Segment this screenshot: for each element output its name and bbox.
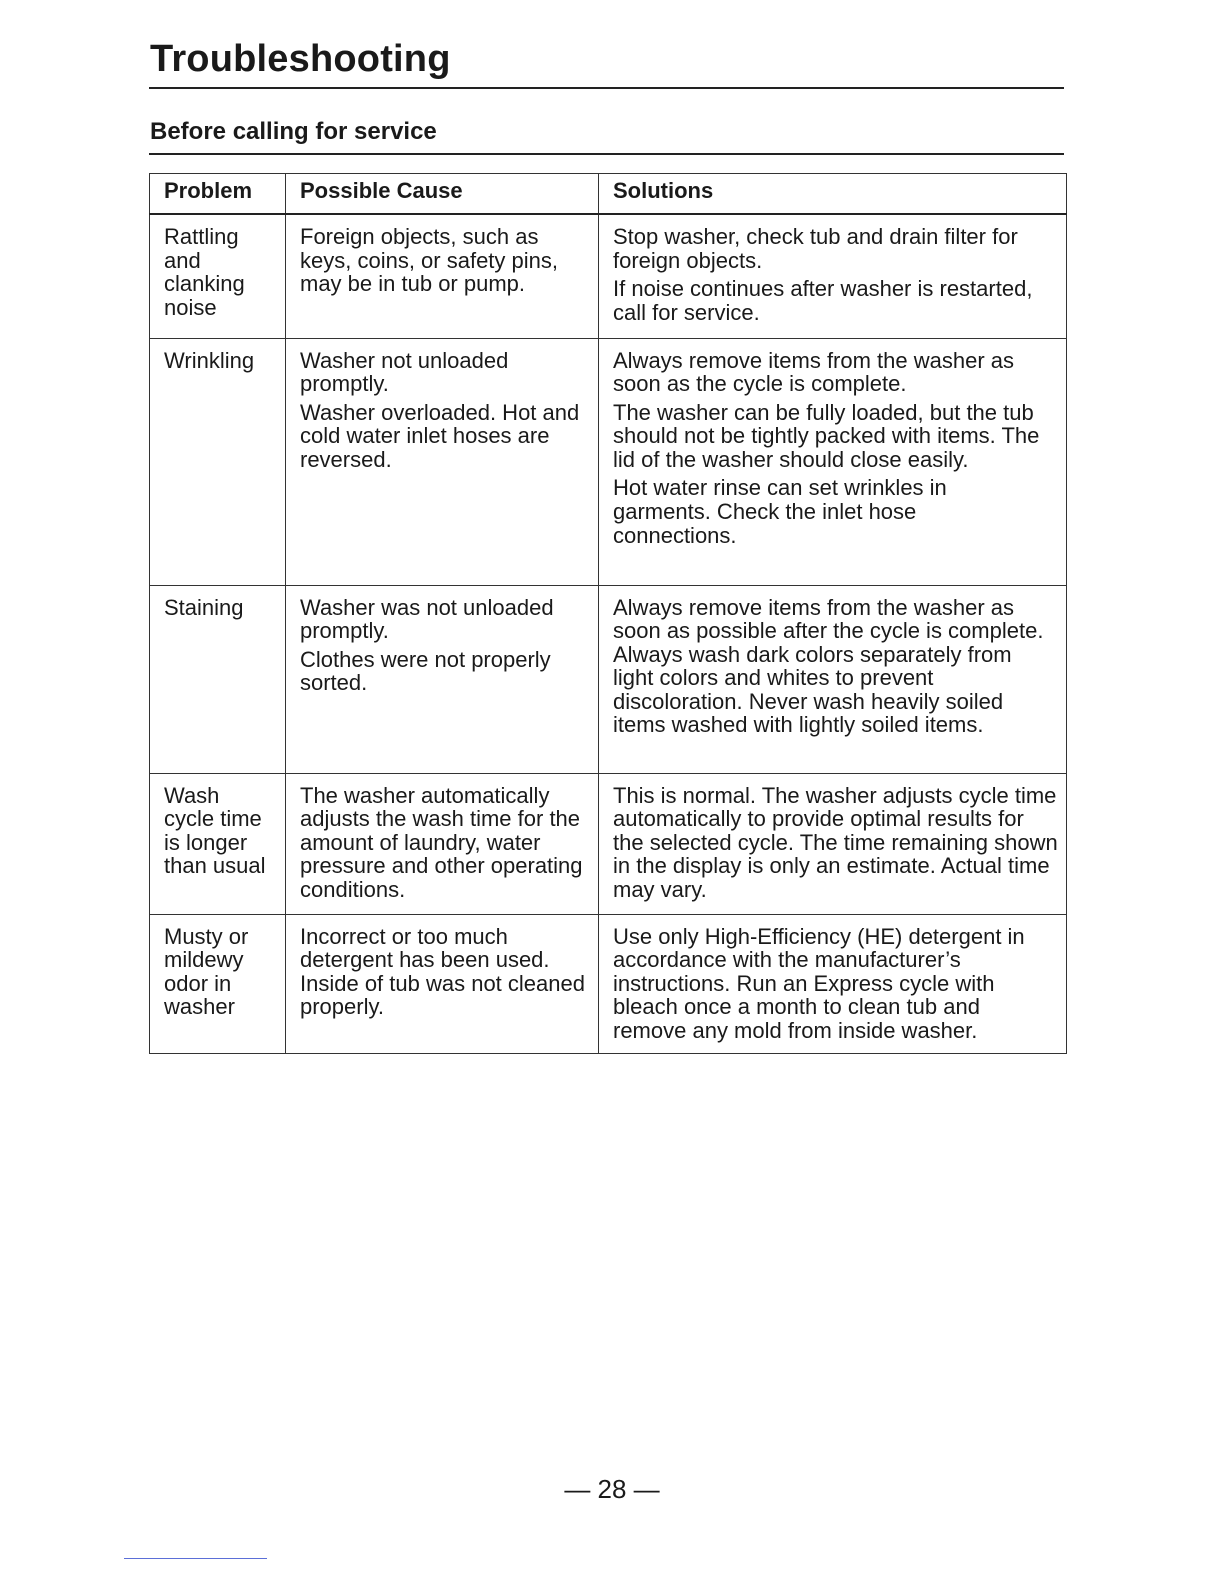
solution-text: The washer can be fully loaded, but the tub should not be tightly packed with items. The lid of the washer should close easily. xyxy=(613,399,1040,472)
problem-cell xyxy=(150,585,286,773)
problem-text: Wrinkling xyxy=(164,347,255,373)
title-divider xyxy=(149,87,1064,89)
cause-cell xyxy=(286,585,599,773)
table-row xyxy=(150,585,1067,773)
header-solutions: Solutions xyxy=(599,174,1067,215)
problem-cell xyxy=(150,338,286,585)
solution-text: This is normal. The washer adjusts cycle time automatically to provide optimal results for the selected cycle. The time remaining shown in the display is only an estimate. Actual time may vary. xyxy=(613,782,1058,902)
problem-text: Wash cycle time is longer than usual xyxy=(164,782,266,879)
page-title: Troubleshooting xyxy=(150,38,451,80)
solution-text: Always remove items from the washer as soon as possible after the cycle is complete. Always wash dark colors separately from light colors and whites to prevent discoloration. Never wash heavily soiled items washed with lightly soiled items. xyxy=(613,594,1044,738)
section-divider xyxy=(149,153,1064,155)
cause-text: Washer overloaded. Hot and cold water inlet hoses are reversed. xyxy=(300,399,580,472)
cause-cell xyxy=(286,914,599,1053)
solution-text: Use only High-Efficiency (HE) detergent in accordance with the manufacturer’s instructions. Run an Express cycle with bleach once a month to clean tub and remove any mold from inside washer. xyxy=(613,923,1025,1043)
problem-cell xyxy=(150,773,286,914)
solution-text: Always remove items from the washer as soon as the cycle is complete. xyxy=(613,347,1015,397)
page-number: — 28 — xyxy=(564,1474,660,1504)
header-possible-cause: Possible Cause xyxy=(286,174,599,215)
cause-text: Washer was not unloaded promptly. xyxy=(300,594,554,644)
cause-text: The washer automatically adjusts the wash time for the amount of laundry, water pressure and other operating conditions. xyxy=(300,782,583,902)
header-problem: Problem xyxy=(150,174,286,215)
problem-cell xyxy=(150,214,286,338)
cause-cell xyxy=(286,338,599,585)
troubleshooting-table xyxy=(149,173,1067,1054)
table-row xyxy=(150,914,1067,1053)
solution-cell xyxy=(599,773,1067,914)
cause-cell xyxy=(286,214,599,338)
cause-cell xyxy=(286,773,599,914)
problem-text: Musty or mildewy odor in washer xyxy=(164,923,249,1020)
cause-text: Incorrect or too much detergent has been used. Inside of tub was not cleaned properly. xyxy=(300,923,585,1020)
solution-text: Stop washer, check tub and drain filter for foreign objects. xyxy=(613,224,1018,273)
cause-text: Washer not unloaded promptly. xyxy=(300,347,509,397)
solution-cell xyxy=(599,214,1067,338)
table-row xyxy=(150,338,1067,585)
table-row xyxy=(150,773,1067,914)
table-row xyxy=(150,214,1067,338)
solution-cell xyxy=(599,338,1067,585)
section-title: Before calling for service xyxy=(150,118,437,145)
problem-text: Staining xyxy=(164,594,244,620)
solution-cell xyxy=(599,914,1067,1053)
solution-cell xyxy=(599,585,1067,773)
cause-text: Clothes were not properly sorted. xyxy=(300,646,551,696)
cause-text: Foreign objects, such as keys, coins, or safety pins, may be in tub or pump. xyxy=(300,224,558,297)
problem-cell xyxy=(150,914,286,1053)
table-header-row xyxy=(150,174,1067,215)
solution-text: If noise continues after washer is restarted, call for service. xyxy=(613,276,1033,325)
problem-text: Rattling and clanking noise xyxy=(164,224,245,320)
solution-text: Hot water rinse can set wrinkles in garments. Check the inlet hose connections. xyxy=(613,475,947,548)
footer-link-rule xyxy=(124,1558,267,1559)
